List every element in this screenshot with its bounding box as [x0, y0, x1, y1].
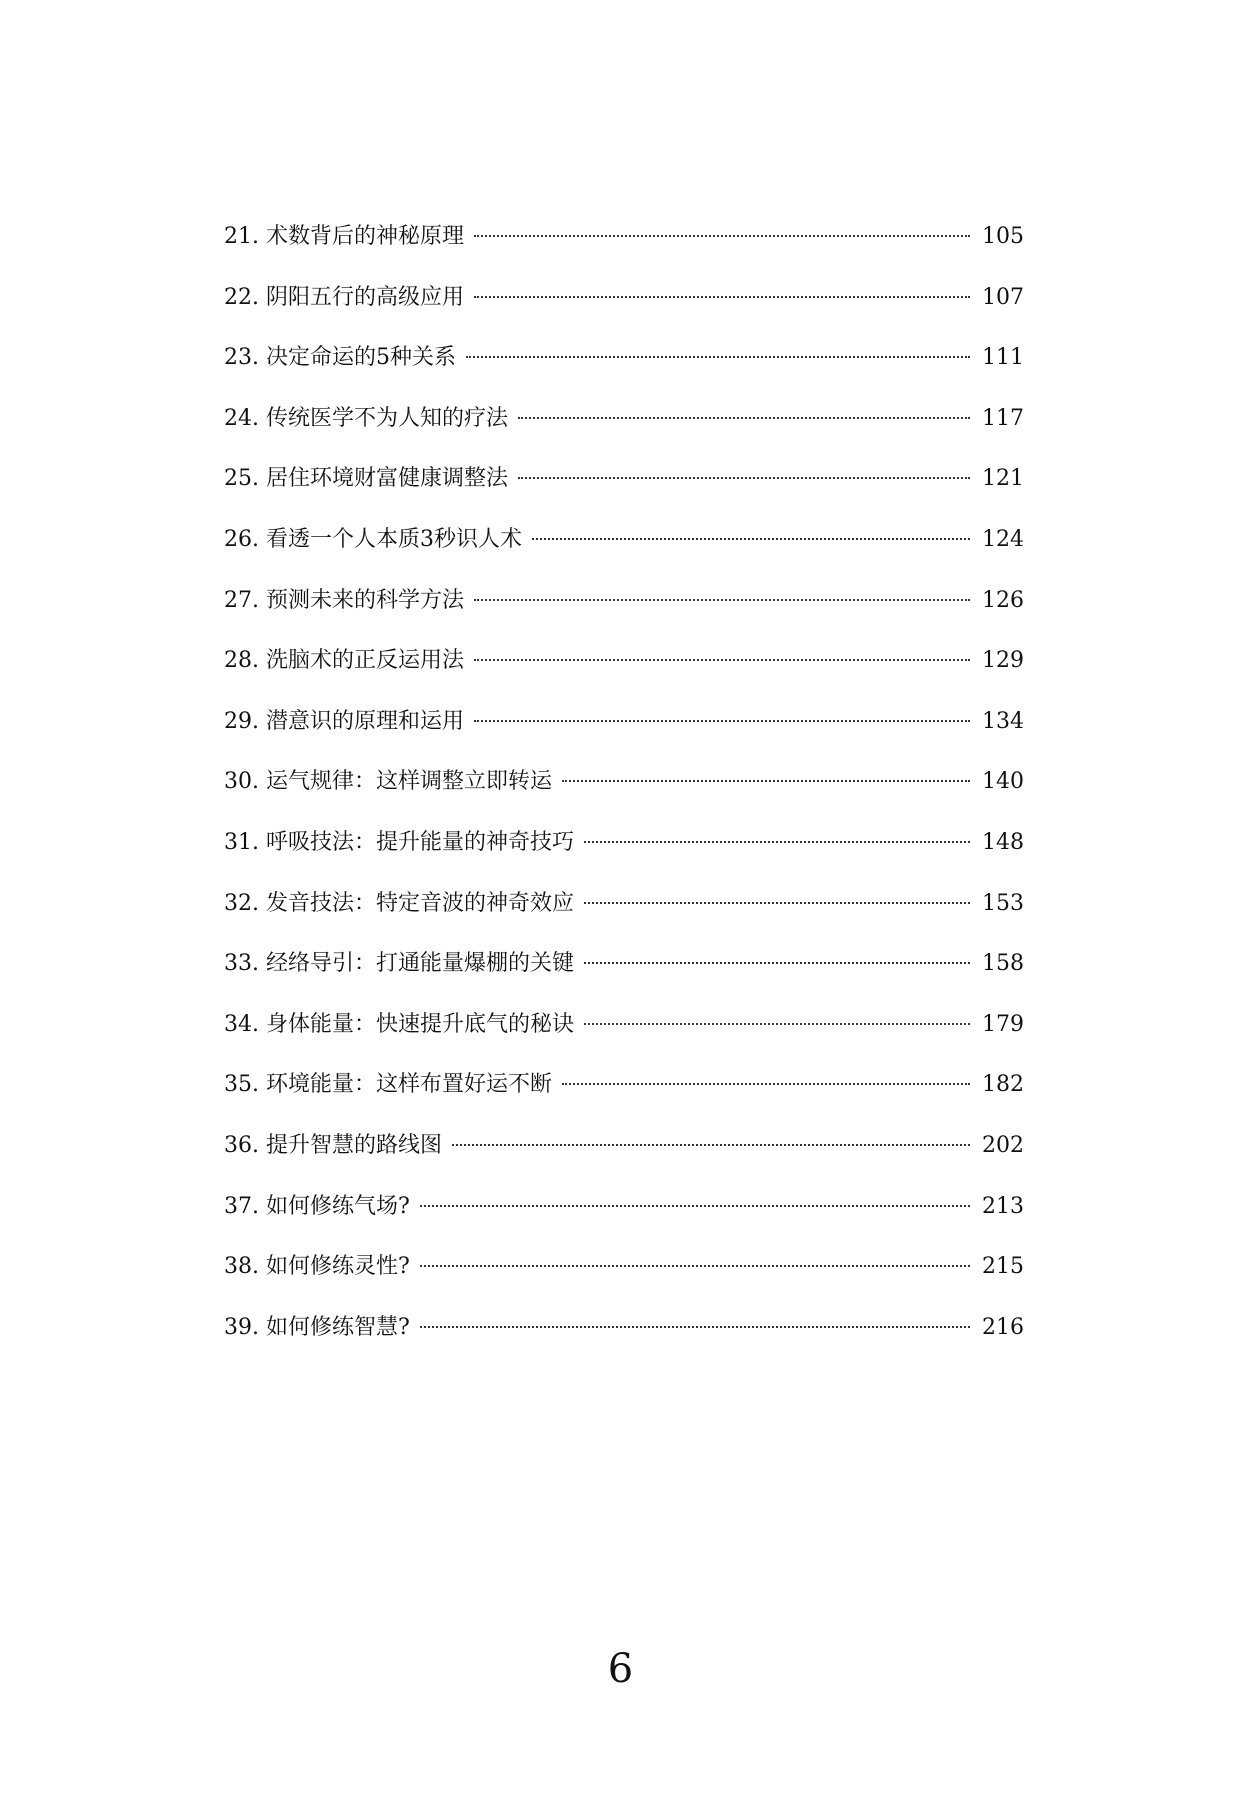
toc-entry[interactable] [224, 224, 1024, 285]
toc-dot-leader [532, 538, 970, 540]
toc-entry[interactable] [224, 1012, 1024, 1073]
toc-entry-title: 24. 传统医学不为人知的疗法 [224, 405, 508, 431]
toc-entry-page: 121 [982, 466, 1024, 492]
toc-dot-leader [420, 1265, 970, 1267]
toc-dot-leader [474, 235, 970, 237]
toc-entry-title: 35. 环境能量：这样布置好运不断 [224, 1072, 552, 1098]
toc-dot-leader [584, 962, 970, 964]
toc-dot-leader [584, 1023, 970, 1025]
toc-entry[interactable] [224, 891, 1024, 952]
toc-dot-leader [562, 1083, 970, 1085]
toc-dot-leader [420, 1326, 970, 1328]
toc-entry[interactable] [224, 709, 1024, 770]
toc-entry[interactable] [224, 1133, 1024, 1194]
toc-entry-page: 216 [982, 1314, 1024, 1340]
toc-dot-leader [584, 841, 970, 843]
toc-entry-title: 32. 发音技法：特定音波的神奇效应 [224, 890, 574, 916]
toc-entry-title: 34. 身体能量：快速提升底气的秘诀 [224, 1011, 574, 1037]
toc-entry[interactable] [224, 1194, 1024, 1255]
toc-entry-page: 126 [982, 587, 1024, 613]
toc-entry[interactable] [224, 1254, 1024, 1315]
toc-entry[interactable] [224, 345, 1024, 406]
toc-entry[interactable] [224, 648, 1024, 709]
toc-entry[interactable] [224, 588, 1024, 649]
toc-entry-page: 202 [982, 1132, 1024, 1158]
toc-entry-page: 213 [982, 1193, 1024, 1219]
toc-dot-leader [474, 599, 970, 601]
toc-dot-leader [518, 417, 970, 419]
toc-entry-title: 31. 呼吸技法：提升能量的神奇技巧 [224, 829, 574, 855]
toc-entry-page: 215 [982, 1254, 1024, 1280]
toc-entry-title: 39. 如何修练智慧? [224, 1314, 410, 1340]
toc-entry-title: 33. 经络导引：打通能量爆棚的关键 [224, 951, 574, 977]
toc-entry-title: 22. 阴阳五行的高级应用 [224, 284, 464, 310]
page-number: 6 [607, 1646, 634, 1692]
toc-entry-title: 30. 运气规律：这样调整立即转运 [224, 769, 552, 795]
toc-entry-page: 129 [982, 648, 1024, 674]
toc-dot-leader [474, 720, 970, 722]
toc-entry-title: 25. 居住环境财富健康调整法 [224, 466, 508, 492]
toc-entry-page: 117 [982, 405, 1024, 431]
toc-entry-page: 182 [982, 1072, 1024, 1098]
toc-entry-page: 111 [982, 345, 1024, 371]
toc-entry[interactable] [224, 1315, 1024, 1376]
toc-dot-leader [474, 296, 970, 298]
toc-entry-title: 21. 术数背后的神秘原理 [224, 224, 464, 249]
toc-entry-title: 36. 提升智慧的路线图 [224, 1132, 442, 1158]
toc-dot-leader [562, 780, 970, 782]
toc-dot-leader [584, 902, 970, 904]
toc-entry-page: 107 [982, 284, 1024, 310]
toc-entry-title: 23. 决定命运的5种关系 [224, 345, 456, 371]
toc-entry[interactable] [224, 830, 1024, 891]
toc-entry-page: 179 [982, 1011, 1024, 1037]
toc-entry-title: 28. 洗脑术的正反运用法 [224, 648, 464, 674]
toc-entry[interactable] [224, 1072, 1024, 1133]
toc-entry-page: 148 [982, 829, 1024, 855]
toc-entry-title: 37. 如何修练气场? [224, 1193, 410, 1219]
toc-dot-leader [420, 1205, 970, 1207]
toc-dot-leader [466, 356, 970, 358]
toc-entry-title: 26. 看透一个人本质3秒识人术 [224, 526, 522, 552]
toc-entry-page: 124 [982, 526, 1024, 552]
toc-entry[interactable] [224, 406, 1024, 467]
toc-dot-leader [452, 1144, 970, 1146]
toc-entry-page: 105 [982, 224, 1024, 249]
toc-dot-leader [474, 659, 970, 661]
toc-dot-leader [518, 477, 970, 479]
toc-entry[interactable] [224, 466, 1024, 527]
toc-entry-page: 134 [982, 708, 1024, 734]
toc-entry-title: 38. 如何修练灵性? [224, 1254, 410, 1280]
table-of-contents [224, 224, 1024, 1375]
toc-entry-page: 153 [982, 890, 1024, 916]
toc-entry[interactable] [224, 951, 1024, 1012]
toc-entry[interactable] [224, 285, 1024, 346]
toc-entry-page: 158 [982, 951, 1024, 977]
toc-entry[interactable] [224, 769, 1024, 830]
toc-entry[interactable] [224, 527, 1024, 588]
toc-entry-title: 27. 预测未来的科学方法 [224, 587, 464, 613]
toc-entry-title: 29. 潜意识的原理和运用 [224, 708, 464, 734]
toc-entry-page: 140 [982, 769, 1024, 795]
